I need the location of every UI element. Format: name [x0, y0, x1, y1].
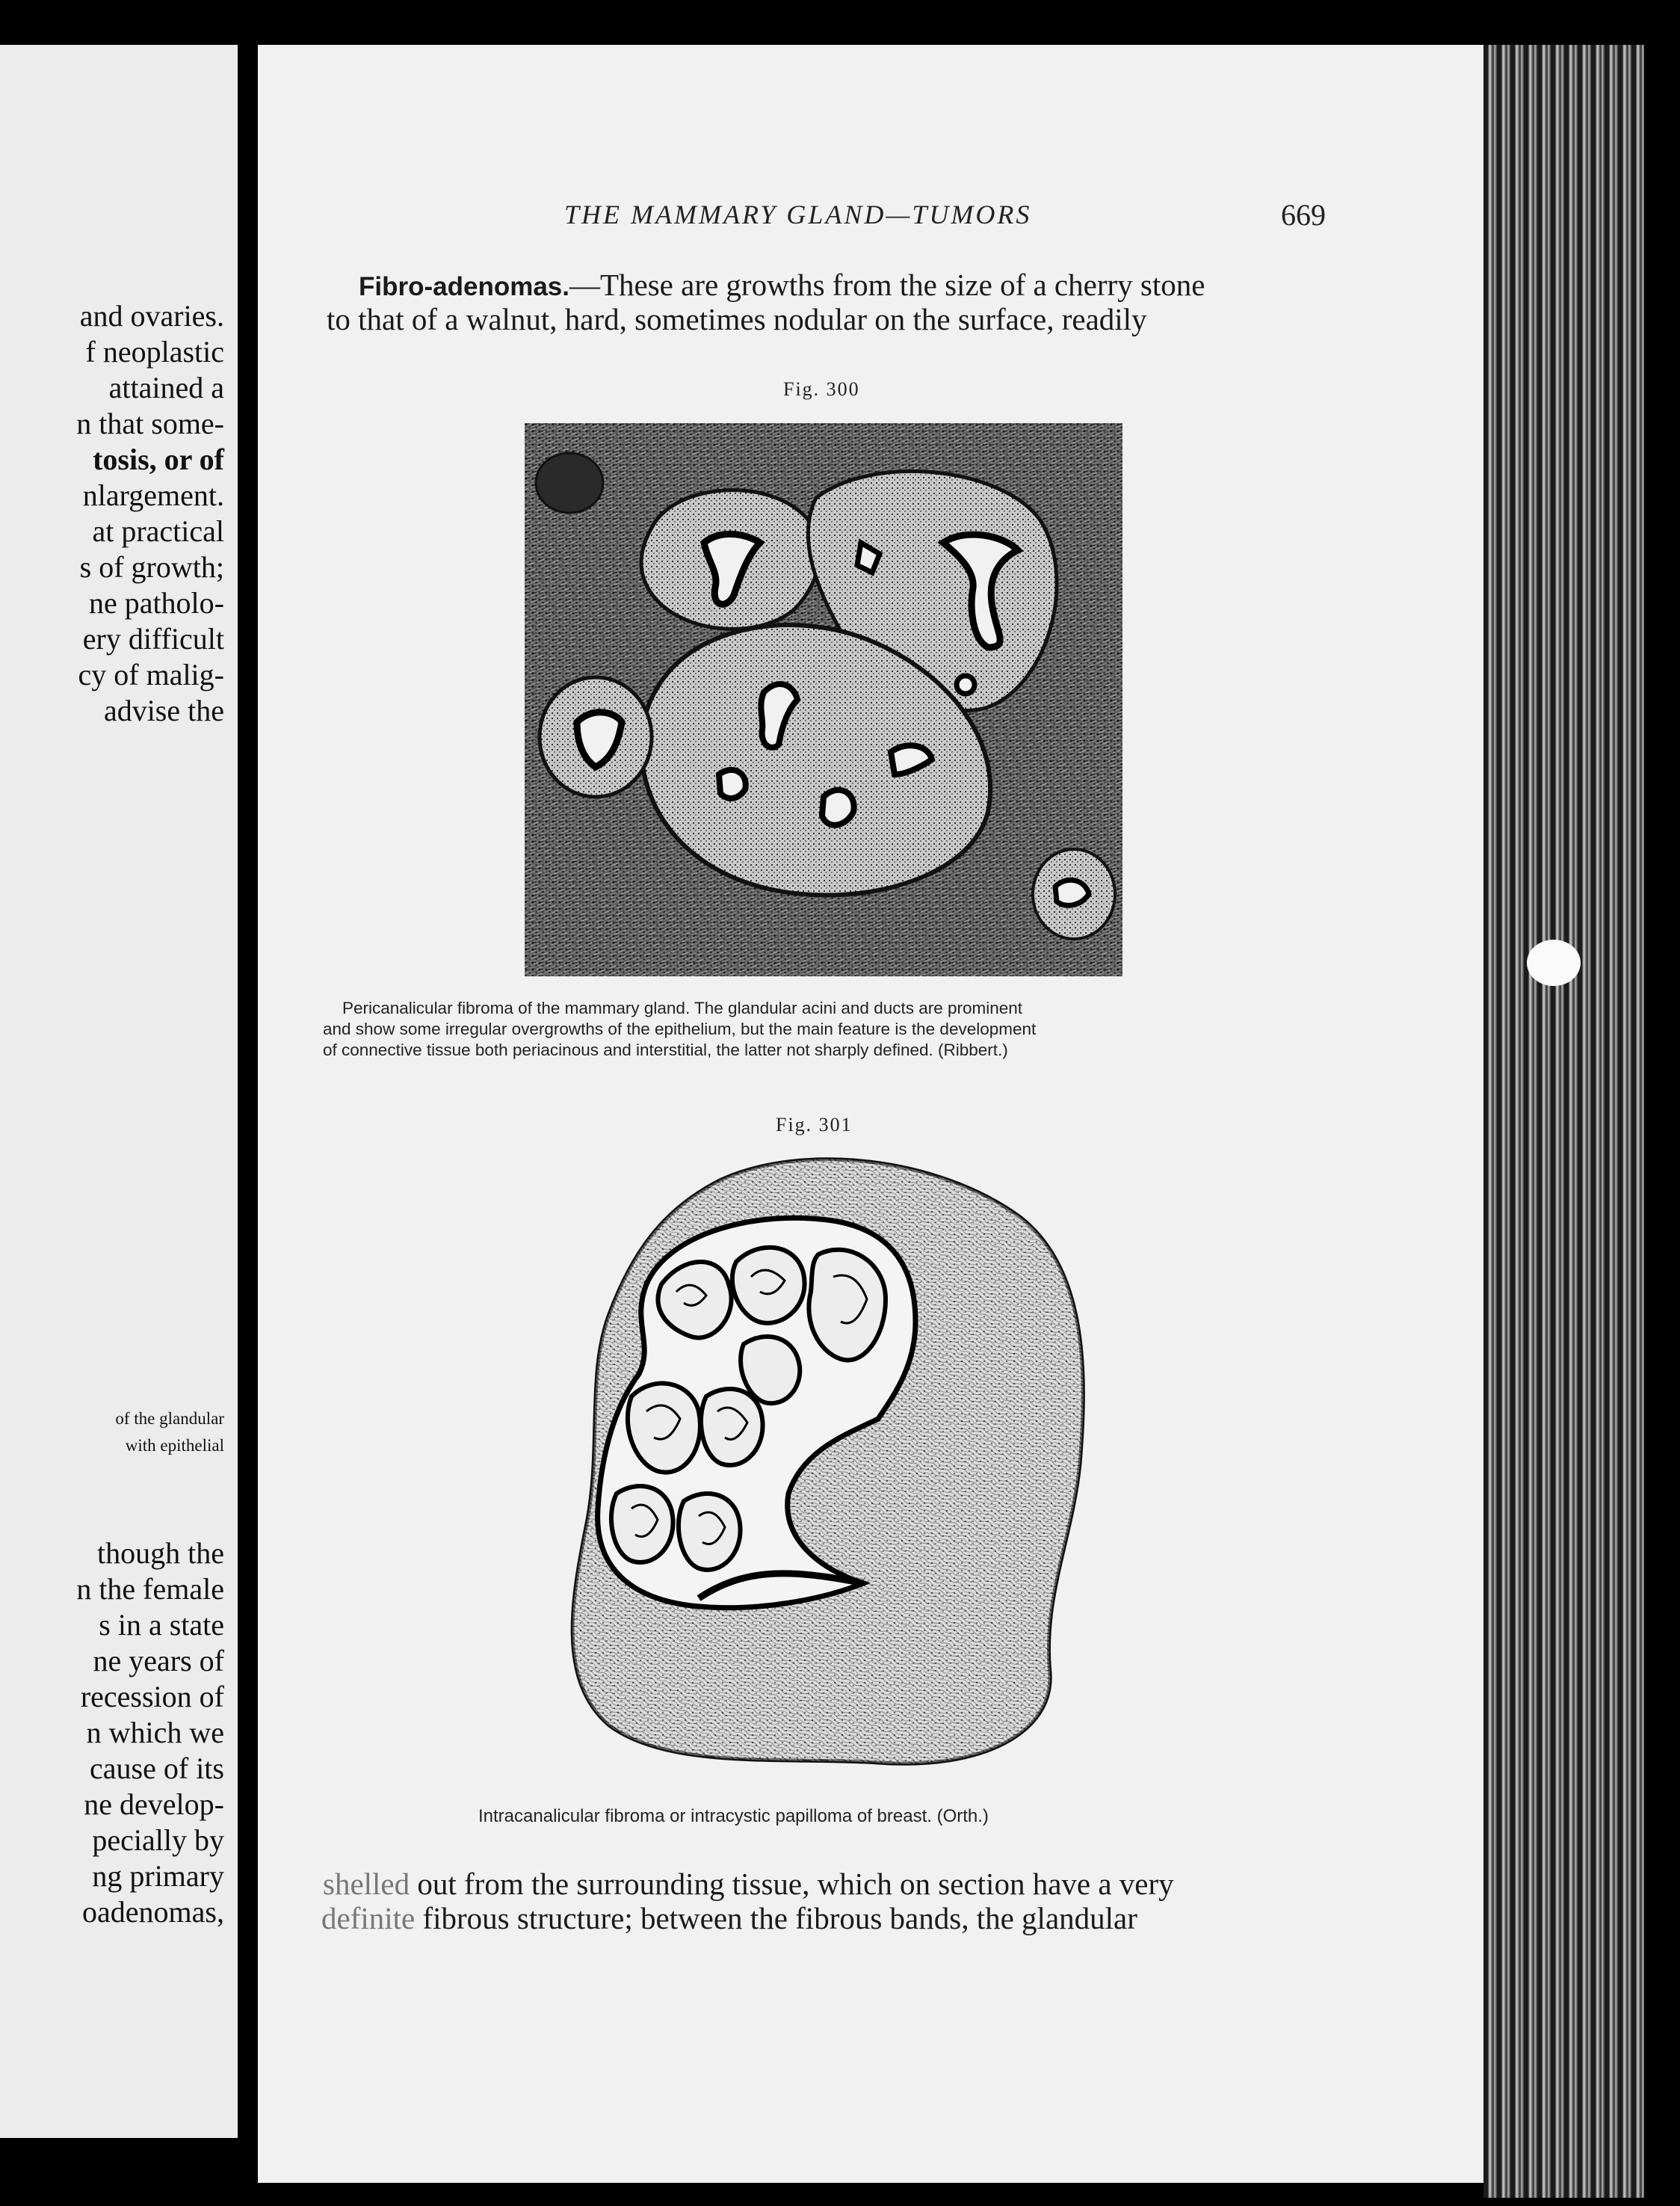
- figure-300-illustration: [525, 423, 1122, 976]
- book-page: [258, 45, 1506, 2183]
- intro-line-2: to that of a walnut, hard, sometimes nodular on the surface, readily: [327, 302, 1147, 336]
- left-page-line: recession of: [80, 1680, 224, 1713]
- left-page-line: ne develop-: [84, 1787, 224, 1821]
- left-page-line: n the female: [76, 1572, 224, 1606]
- figure-300-caption-line: Pericanalicular fibroma of the mammary gland. The glandular acini and ducts are prominent: [342, 999, 1023, 1017]
- closing-text: fibrous structure; between the fibrous bands, the glandular: [415, 1901, 1137, 1935]
- left-page-line: s of growth;: [79, 550, 224, 584]
- left-page-line: attained a: [108, 371, 224, 404]
- paper-hole: [1527, 940, 1581, 986]
- running-head: THE MAMMARY GLAND—TUMORS: [564, 200, 1032, 229]
- left-page-caption-line: with epithelial: [125, 1436, 224, 1455]
- faded-word: shelled: [323, 1867, 410, 1901]
- left-page-line: advise the: [103, 694, 224, 727]
- left-page-line: oadenomas,: [82, 1895, 224, 1929]
- left-page-caption-line: of the glandular: [115, 1409, 224, 1428]
- left-page-line: pecially by: [92, 1823, 224, 1857]
- left-page-line: s in a state: [99, 1608, 224, 1642]
- left-page-line: ne years of: [93, 1644, 224, 1677]
- left-page-line: cy of malig-: [78, 658, 224, 691]
- left-page-line: ng primary: [92, 1859, 224, 1893]
- figure-301-label: Fig. 301: [776, 1114, 853, 1136]
- left-page-line: n that some-: [76, 407, 224, 440]
- left-page-line: n which we: [86, 1716, 224, 1749]
- figure-301-illustration: [564, 1150, 1102, 1776]
- figure-300-label: Fig. 300: [783, 378, 860, 400]
- left-page-line: and ovaries.: [79, 299, 224, 333]
- left-page-line: ne patholo-: [88, 586, 224, 620]
- left-page-line: at practical: [92, 514, 224, 548]
- intro-text: —These are growths from the size of a cherry stone: [569, 268, 1205, 302]
- closing-text: out from the surrounding tissue, which on section have a very: [410, 1867, 1174, 1901]
- intro-line-1: [359, 268, 1205, 304]
- closing-line-1: [323, 1867, 1174, 1901]
- section-heading: Fibro-adenomas.: [359, 272, 569, 301]
- left-page-line: nlargement.: [82, 478, 224, 512]
- figure-301-caption: Intracanalicular fibroma or intracystic papilloma of breast. (Orth.): [478, 1806, 989, 1826]
- closing-line-2: [321, 1901, 1137, 1935]
- left-page-line: ery difficult: [82, 622, 224, 656]
- figure-300-caption-line: and show some irregular overgrowths of the epithelium, but the main feature is the development: [323, 1020, 1037, 1038]
- left-facing-page: [0, 45, 238, 2138]
- left-page-line: though the: [97, 1536, 224, 1570]
- left-page-line: f neoplastic: [85, 335, 224, 369]
- faded-word: definite: [321, 1901, 416, 1935]
- left-page-line: tosis, or of: [93, 443, 224, 476]
- page-edge-stack: [1483, 45, 1644, 2198]
- figure-300-caption-line: of connective tissue both periacinous and interstitial, the latter not sharply defined. (Ribbert.): [323, 1041, 1008, 1059]
- page-number: 669: [1281, 198, 1326, 232]
- left-page-line: cause of its: [90, 1751, 224, 1785]
